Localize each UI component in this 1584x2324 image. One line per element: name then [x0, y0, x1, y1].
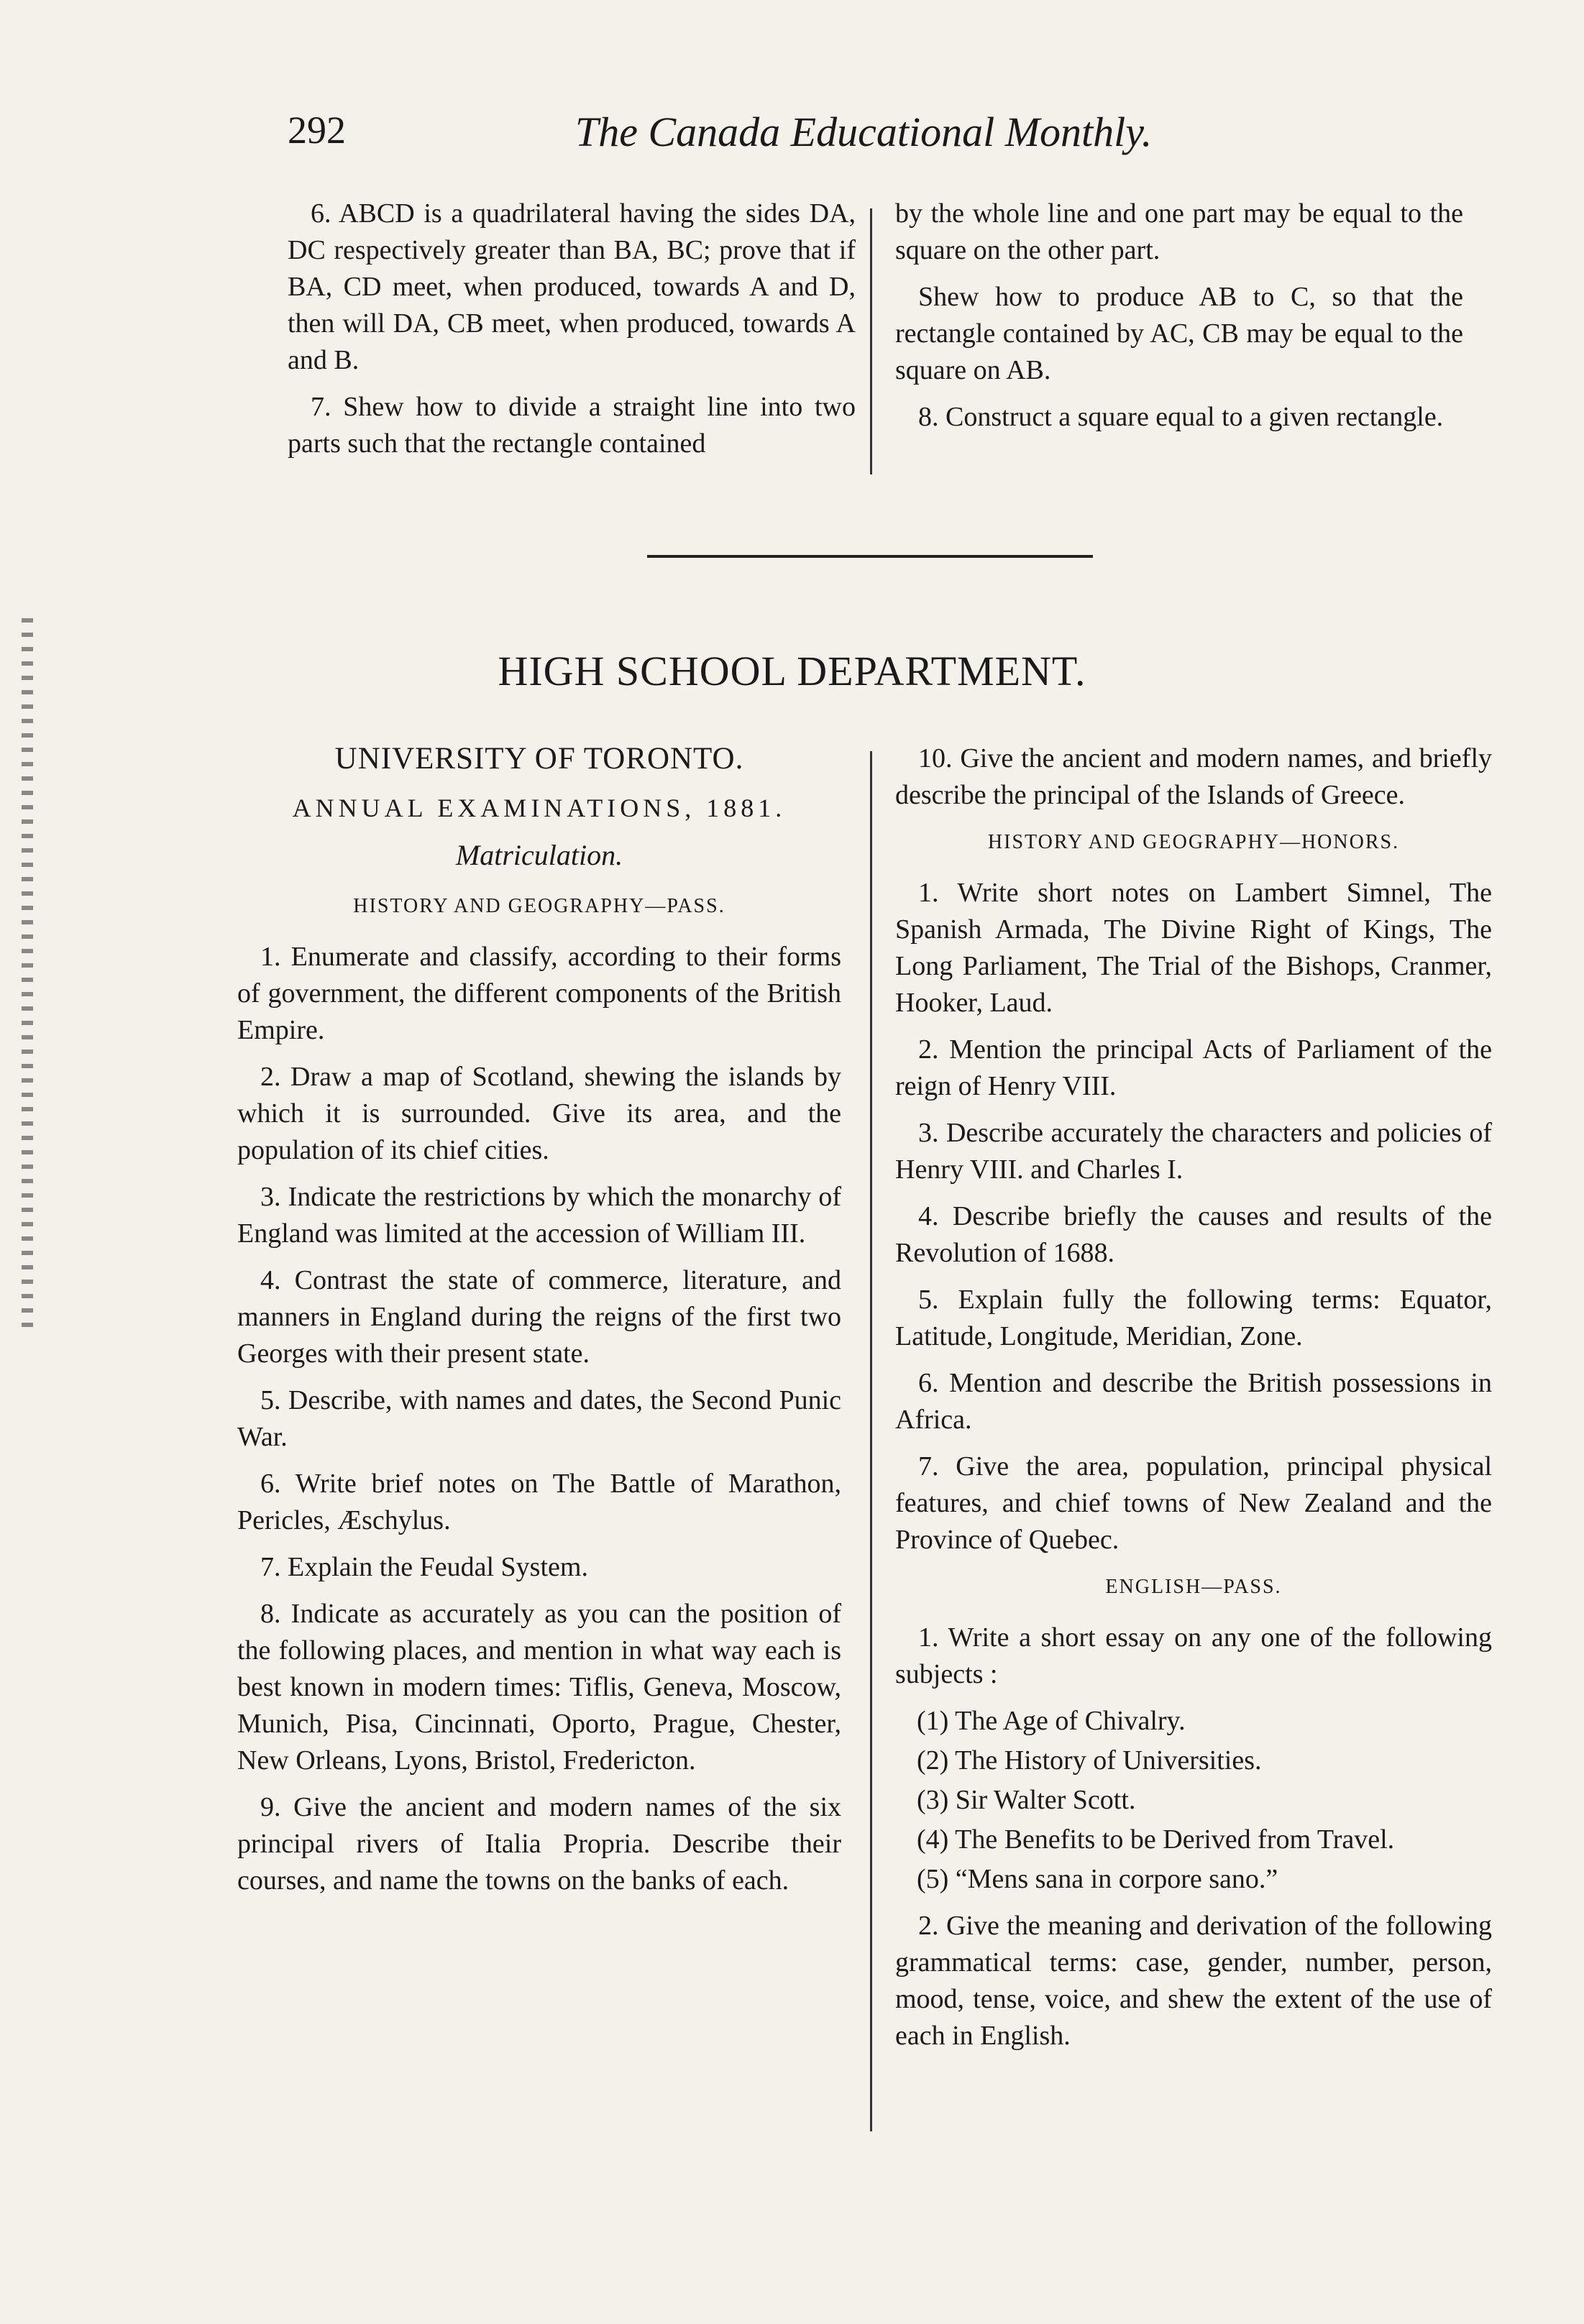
running-title: The Canada Educational Monthly.: [575, 109, 1153, 155]
section-heading: ENGLISH—PASS.: [1105, 1576, 1282, 1598]
question-paragraph: 7. Give the area, population, principal physical features, and chief towns of New Zealand and the Province of Quebec.: [895, 1451, 1492, 1555]
top-left-column: [288, 196, 856, 472]
question-paragraph: 6. ABCD is a quadrilateral having the sides DA, DC respectively greater than BA, BC; prove that if BA, CD meet, when produced, towards A and D, then will DA, CB meet, when produced, towards A and B.: [288, 198, 856, 375]
section-heading: HISTORY AND GEOGRAPHY—HONORS.: [987, 831, 1400, 853]
right-column: [895, 740, 1492, 2064]
annual-heading: ANNUAL EXAMINATIONS, 1881.: [292, 794, 787, 822]
subject-item: (2) The History of Universities.: [917, 1745, 1262, 1776]
margin-scan-marks: [22, 618, 33, 1337]
question-paragraph: 7. Shew how to divide a straight line into two parts such that the rectangle contained: [288, 392, 856, 459]
question-paragraph: 2. Draw a map of Scotland, shewing the islands by which it is surrounded. Give its area, and the population of its chief cities.: [237, 1062, 841, 1165]
question-paragraph: 1. Write short notes on Lambert Simnel, The Spanish Armada, The Divine Right of Kings, The Long Parliament, The Trial of the Bishops, Cranmer, Hooker, Laud.: [895, 878, 1492, 1018]
subject-item: (3) Sir Walter Scott.: [917, 1785, 1136, 1815]
question-paragraph: 4. Describe briefly the causes and results of the Revolution of 1688.: [895, 1201, 1492, 1268]
question-paragraph: 5. Explain fully the following terms: Equator, Latitude, Longitude, Meridian, Zone.: [895, 1285, 1492, 1351]
page-header: [288, 108, 1222, 173]
page-number: 292: [288, 109, 346, 152]
question-paragraph: 10. Give the ancient and modern names, and briefly describe the principal of the Islands of Greece.: [895, 743, 1492, 810]
question-paragraph: 7. Explain the Feudal System.: [260, 1552, 588, 1582]
column-divider: [870, 751, 872, 2131]
question-paragraph: 8. Indicate as accurately as you can the position of the following places, and mention in what way each is best known in modern times: Tiflis, Geneva, Moscow, Munich, Pisa, Cincinnati, Oporto, Prague, Chester, New Orleans, Lyons, Bristol, Fredericton.: [237, 1599, 841, 1776]
subject-item: (1) The Age of Chivalry.: [917, 1706, 1186, 1736]
department-title: HIGH SCHOOL DEPARTMENT.: [498, 648, 1086, 694]
subject-item: (5) “Mens sana in corpore sano.”: [917, 1864, 1278, 1894]
question-paragraph: 2. Give the meaning and derivation of the following grammatical terms: case, gender, number, person, mood, tense, voice, and shew the extent of the use of each in English.: [895, 1911, 1492, 2051]
top-right-column: [895, 196, 1463, 446]
section-heading: HISTORY AND GEOGRAPHY—PASS.: [353, 895, 725, 917]
question-paragraph: Shew how to produce AB to C, so that the rectangle contained by AC, CB may be equal to the square on AB.: [895, 282, 1463, 385]
matriculation-heading: Matriculation.: [455, 839, 623, 871]
university-heading: UNIVERSITY OF TORONTO.: [334, 742, 744, 776]
left-column: [237, 740, 841, 1909]
question-paragraph: 6. Mention and describe the British possessions in Africa.: [895, 1368, 1492, 1435]
question-paragraph: 3. Indicate the restrictions by which the monarchy of England was limited at the accession of William III.: [237, 1182, 841, 1249]
section-rule: [647, 555, 1093, 558]
question-paragraph: 1. Write a short essay on any one of the following subjects :: [895, 1622, 1492, 1689]
question-paragraph: 4. Contrast the state of commerce, literature, and manners in England during the reigns of the first two Georges with their present state.: [237, 1265, 841, 1369]
question-paragraph: by the whole line and one part may be equal to the square on the other part.: [895, 198, 1463, 265]
question-paragraph: 3. Describe accurately the characters and policies of Henry VIII. and Charles I.: [895, 1118, 1492, 1185]
question-paragraph: 5. Describe, with names and dates, the Second Punic War.: [237, 1385, 841, 1452]
question-paragraph: 8. Construct a square equal to a given rectangle.: [918, 402, 1444, 432]
column-divider: [870, 208, 872, 474]
question-paragraph: 6. Write brief notes on The Battle of Marathon, Pericles, Æschylus.: [237, 1469, 841, 1535]
question-paragraph: 2. Mention the principal Acts of Parliament of the reign of Henry VIII.: [895, 1034, 1492, 1101]
question-paragraph: 9. Give the ancient and modern names of the six principal rivers of Italia Propria. Describe their courses, and name the towns on the banks of each.: [237, 1792, 841, 1896]
subject-item: (4) The Benefits to be Derived from Travel.: [917, 1824, 1395, 1855]
question-paragraph: 1. Enumerate and classify, according to their forms of government, the different components of the British Empire.: [237, 942, 841, 1045]
